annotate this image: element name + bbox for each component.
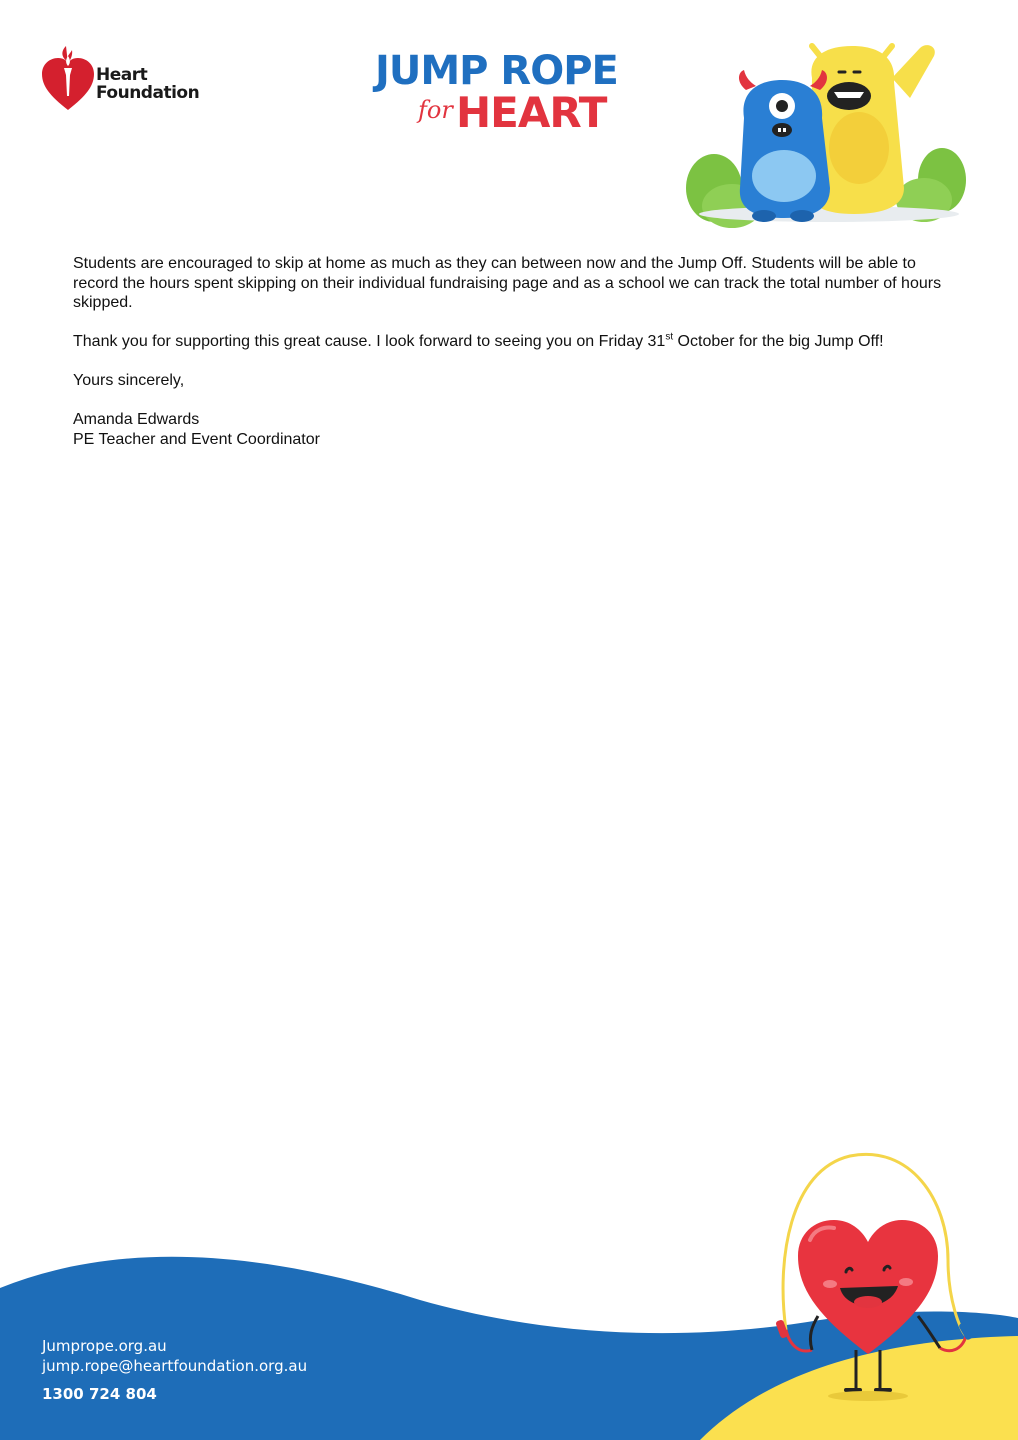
signatory-title: PE Teacher and Event Coordinator (73, 430, 320, 448)
footer-email-link[interactable]: jump.rope@heartfoundation.org.au (42, 1357, 308, 1375)
footer-website-link[interactable]: Jumprope.org.au (42, 1337, 167, 1355)
logo-heart-text: HEART (456, 88, 607, 137)
date-ordinal-suffix: st (665, 331, 674, 343)
letter-closing: Yours sincerely, (73, 372, 185, 389)
signatory-name: Amanda Edwards (73, 411, 200, 428)
heart-foundation-wordmark (96, 66, 199, 102)
heart-foundation-line2: Foundation (96, 83, 200, 103)
footer-phone-number[interactable]: 1300 724 804 (42, 1385, 157, 1403)
monster-mascots-icon (684, 38, 974, 228)
heart-foundation-line1: Heart (96, 65, 148, 85)
letter-paragraph-1: Students are encouraged to skip at home as much as they can between now and the Jump Off. Students will be able to record the hours spent skipping on their individual fundraising page and as a school we can track the total number of hours skipped. (73, 255, 942, 311)
letter-paragraph-2-start: Thank you for supporting this great cause. I look forward to seeing you on Friday 31 (73, 333, 666, 350)
logo-jump-rope-text: JUMP ROPE (375, 48, 618, 94)
letter-paragraph-2-end: October for the big Jump Off! (673, 333, 884, 350)
letter-paragraph-2 (73, 332, 953, 352)
letter-body (73, 254, 953, 449)
logo-for-text: for (418, 96, 453, 124)
